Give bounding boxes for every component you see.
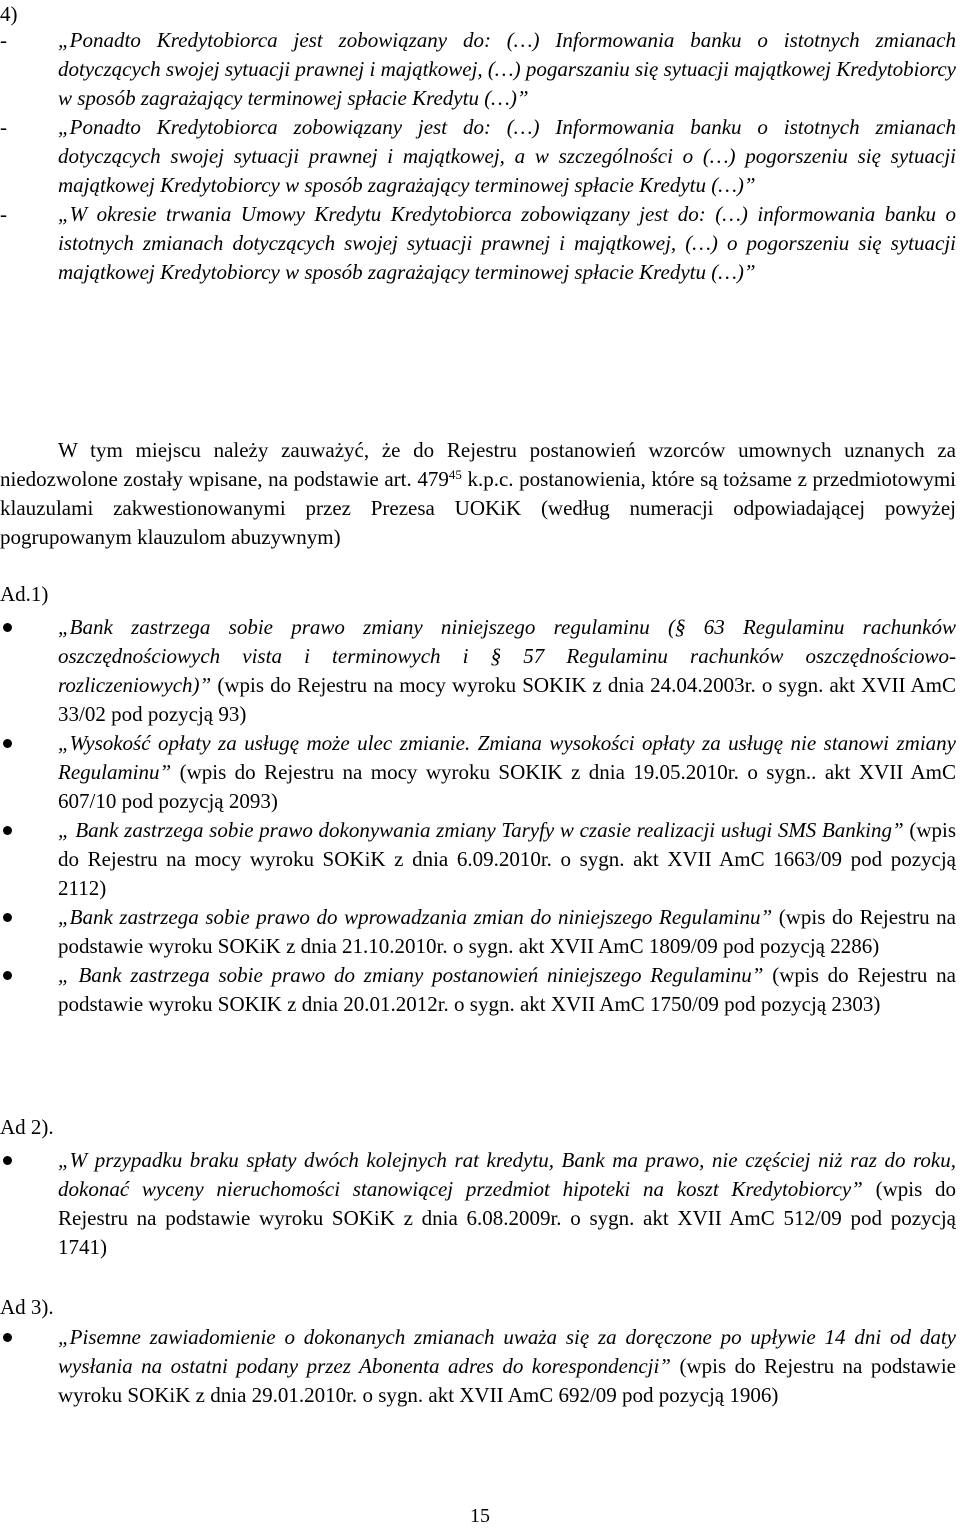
bullet-item [0, 1323, 956, 1410]
section-label: Ad.1) [0, 582, 49, 606]
dash-list-item [0, 26, 956, 113]
registry-reference: (wpis do Rejestru na mocy wyroku SOKiK z dnia 6.09.2010r. o sygn. akt XVII AmC 1663/09 pod pozycją 2112) [58, 818, 956, 900]
superscript: 45 [448, 467, 462, 482]
section-label: Ad 3). [0, 1295, 54, 1319]
bullet-list [0, 1323, 956, 1410]
dash-marker: - [0, 202, 7, 226]
paragraph-text: W tym miejscu należy zauważyć, że do Rejestru postanowień wzorców umownych uznanych za niedozwolone zostały wpisane, na podstawie art. 479 [0, 438, 956, 491]
clause-quote: „W okresie trwania Umowy Kredytu Kredytobiorca zobowiązany jest do: (…) informowania banku o istotnych zmianach dotyczących swojej sytuacji prawnej i majątkowej, (…) o pogorszeniu się sytuacji majątkowej Kredytobiorcy w sposób zagrażający terminowej spłacie Kredytu (…)” [58, 202, 956, 284]
clause-quote: „ Bank zastrzega sobie prawo do zmiany postanowień niniejszego Regulaminu” [58, 963, 764, 987]
clause-quote: „Bank zastrzega sobie prawo zmiany niniejszego regulaminu (§ 63 Regulaminu rachunków oszczędnościowych vista i terminowych i § 57 Regulaminu rachunków oszczędnościowo-rozliczeniowych)” [58, 615, 956, 697]
dash-marker: - [0, 28, 7, 52]
dash-list [0, 26, 956, 287]
clause-quote: „ Bank zastrzega sobie prawo dokonywania zmiany Taryfy w czasie realizacji usługi SMS Banking” [58, 818, 904, 842]
bullet-list [0, 613, 956, 1019]
registry-reference: (wpis do Rejestru na podstawie wyroku SOKIK z dnia 20.01.2012r. o sygn. akt XVII AmC 1750/09 pod pozycją 2303) [58, 963, 956, 1016]
registry-reference: (wpis do Rejestru na mocy wyroku SOKIK z dnia 24.04.2003r. o sygn. akt XVII AmC 33/02 pod pozycją 93) [58, 673, 956, 726]
body-paragraph [0, 436, 956, 552]
registry-reference: (wpis do Rejestru na podstawie wyroku SOKiK z dnia 6.08.2009r. o sygn. akt XVII AmC 512/09 pod pozycją 1741) [58, 1177, 956, 1259]
bullet-icon [3, 913, 12, 922]
dash-list-item [0, 113, 956, 200]
clause-quote: „Bank zastrzega sobie prawo do wprowadzania zmian do niniejszego Regulaminu” [58, 905, 773, 929]
clause-quote: „Ponadto Kredytobiorca jest zobowiązany do: (…) Informowania banku o istotnych zmianach dotyczących swojej sytuacji prawnej i majątkowej, (…) pogarszaniu się sytuacji majątkowej Kredytobiorcy w sposób zagrażający terminowej spłacie Kredytu (…)” [58, 28, 956, 110]
bullet-item [0, 816, 956, 903]
section-heading: 4) [0, 2, 18, 26]
registry-reference: (wpis do Rejestru na podstawie wyroku SOKiK z dnia 29.01.2010r. o sygn. akt XVII AmC 692/09 pod pozycją 1906) [58, 1354, 956, 1407]
bullet-icon [3, 623, 12, 632]
bullet-list [0, 1146, 956, 1262]
paragraph-text: k.p.c. postanowienia, które są tożsame z przedmiotowymi klauzulami zakwestionowanymi przez Prezesa UOKiK (według numeracji odpowiadającej powyżej pogrupowanym klauzulom abuzywnym) [0, 467, 956, 549]
bullet-icon [3, 739, 12, 748]
page-number: 15 [470, 1505, 490, 1527]
bullet-item [0, 1146, 956, 1262]
bullet-item [0, 961, 956, 1019]
dash-marker: - [0, 115, 7, 139]
registry-reference: (wpis do Rejestru na podstawie wyroku SOKiK z dnia 21.10.2010r. o sygn. akt XVII AmC 1809/09 pod pozycją 2286) [58, 905, 956, 958]
clause-quote: „Pisemne zawiadomienie o dokonanych zmianach uważa się za doręczone po upływie 14 dni od daty wysłania na ostatni podany przez Abonenta adres do korespondencji” [58, 1325, 956, 1378]
clause-quote: „W przypadku braku spłaty dwóch kolejnych rat kredytu, Bank ma prawo, nie częściej niż raz do roku, dokonać wyceny nieruchomości stanowiącej przedmiot hipoteki na koszt Kredytobiorcy” [58, 1148, 956, 1201]
registry-reference: (wpis do Rejestru na mocy wyroku SOKIK z dnia 19.05.2010r. o sygn.. akt XVII AmC 607/10 pod pozycją 2093) [58, 760, 956, 813]
bullet-item [0, 613, 956, 729]
bullet-icon [3, 971, 12, 980]
bullet-icon [3, 826, 12, 835]
section-label: Ad 2). [0, 1115, 54, 1139]
dash-list-item [0, 200, 956, 287]
bullet-icon [3, 1333, 12, 1342]
clause-quote: „Ponadto Kredytobiorca zobowiązany jest do: (…) Informowania banku o istotnych zmianach dotyczących swojej sytuacji prawnej i majątkowej, a w szczególności o (…) pogorszeniu się sytuacji majątkowej Kredytobiorcy w sposób zagrażający terminowej spłacie Kredytu (…)” [58, 115, 956, 197]
bullet-item [0, 903, 956, 961]
bullet-icon [3, 1156, 12, 1165]
clause-quote: „Wysokość opłaty za usługę może ulec zmianie. Zmiana wysokości opłaty za usługę nie stanowi zmiany Regulaminu” [58, 731, 956, 784]
bullet-item [0, 729, 956, 816]
